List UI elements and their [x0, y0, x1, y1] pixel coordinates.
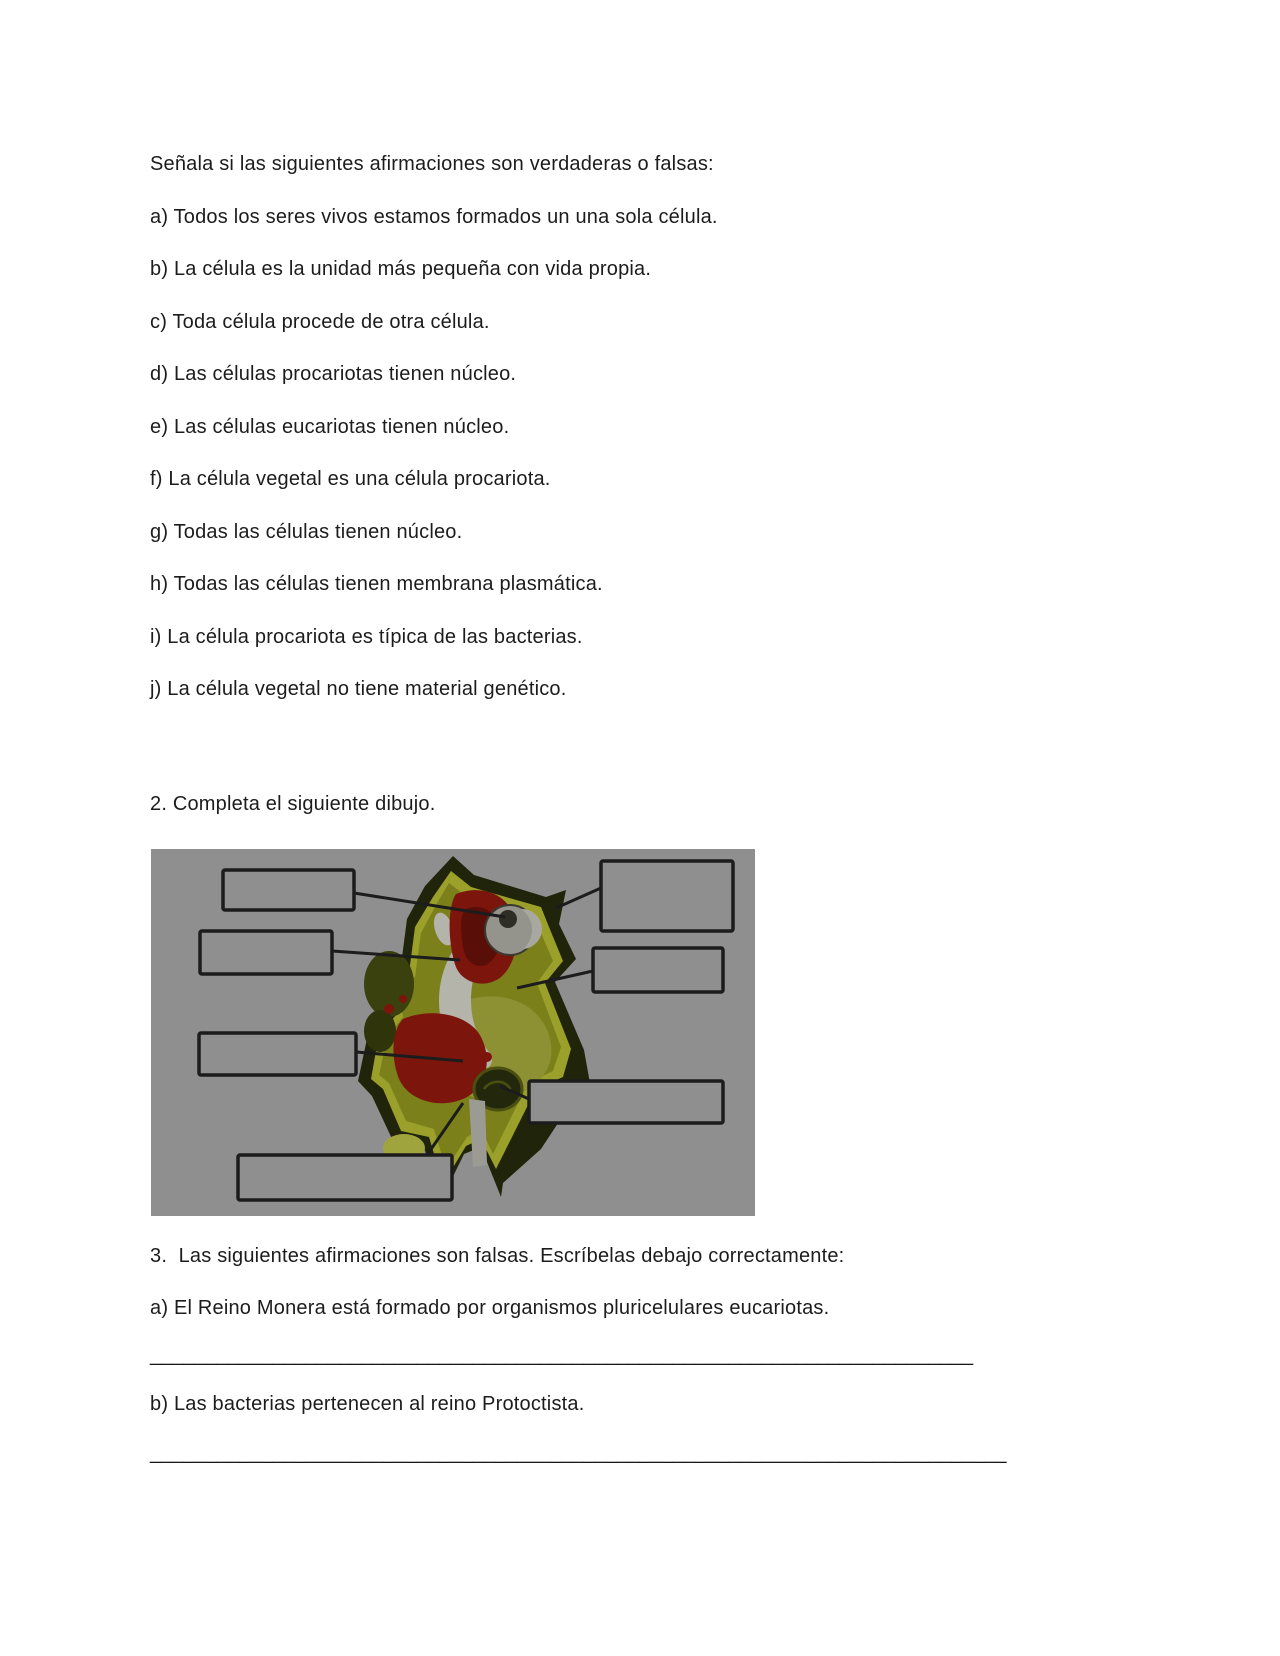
nucleolus-shape	[499, 910, 517, 928]
section3-title: 3. Las siguientes afirmaciones son falsas. Escríbelas debajo correctamente:	[150, 1245, 845, 1267]
left-organelle-dark-2	[364, 1010, 396, 1052]
label-box-top-right[interactable]	[601, 861, 733, 931]
statement-g: g) Todas las células tienen núcleo.	[150, 521, 463, 543]
cell-diagram-image	[151, 849, 755, 1216]
label-box-top-left[interactable]	[223, 870, 354, 910]
statement-h: h) Todas las células tienen membrana plasmática.	[150, 573, 603, 595]
answer-line-b[interactable]: _____________________________________________________________________________	[150, 1442, 1007, 1464]
false-statement-a: a) El Reino Monera está formado por organismos pluricelulares eucariotas.	[150, 1297, 830, 1319]
section1-title: Señala si las siguientes afirmaciones son verdaderas o falsas:	[150, 153, 714, 175]
statement-b: b) La célula es la unidad más pequeña con vida propia.	[150, 258, 652, 280]
statement-f: f) La célula vegetal es una célula procariota.	[150, 468, 551, 490]
section2-title: 2. Completa el siguiente dibujo.	[150, 793, 436, 815]
statement-a: a) Todos los seres vivos estamos formados un una sola célula.	[150, 206, 718, 228]
statement-e: e) Las células eucariotas tienen núcleo.	[150, 416, 510, 438]
label-box-bottom[interactable]	[238, 1155, 452, 1200]
answer-line-a[interactable]: __________________________________________________________________________	[150, 1344, 974, 1366]
red-dot-3	[482, 1052, 492, 1062]
label-box-lower-right[interactable]	[529, 1081, 723, 1123]
label-box-middle-left[interactable]	[200, 931, 332, 974]
red-dot-2	[399, 995, 407, 1003]
plant-cell-diagram	[151, 849, 755, 1216]
label-box-middle-right[interactable]	[593, 948, 723, 992]
statement-d: d) Las células procariotas tienen núcleo.	[150, 363, 517, 385]
statement-j: j) La célula vegetal no tiene material genético.	[150, 678, 567, 700]
statement-i: i) La célula procariota es típica de las bacterias.	[150, 626, 583, 648]
red-dot-1	[384, 1004, 394, 1014]
label-box-lower-left[interactable]	[199, 1033, 356, 1075]
false-statement-b: b) Las bacterias pertenecen al reino Protoctista.	[150, 1393, 585, 1415]
statement-c: c) Toda célula procede de otra célula.	[150, 311, 490, 333]
